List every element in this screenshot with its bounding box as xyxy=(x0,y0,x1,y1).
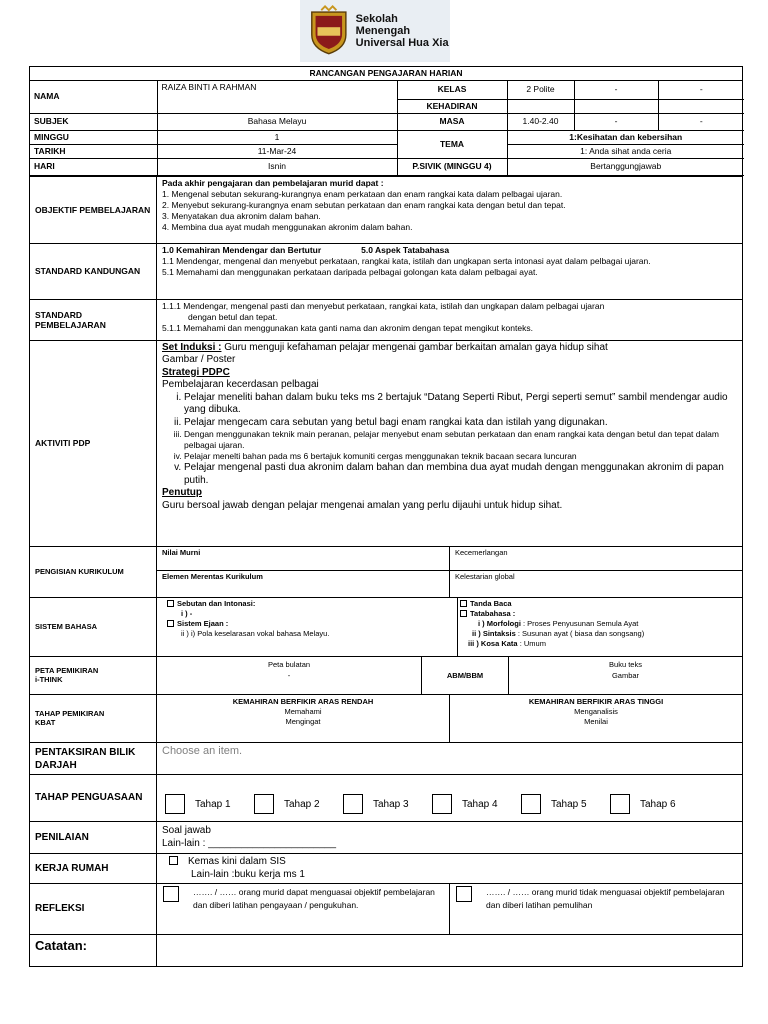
kelas-label: KELAS xyxy=(397,81,507,99)
tanda-baca-checkbox[interactable] xyxy=(460,600,467,607)
catatan-field[interactable] xyxy=(157,935,742,966)
sistem-bahasa-label: SISTEM BAHASA xyxy=(30,598,157,656)
aktiviti-step: v. Pelajar mengenal pasti dua akronim dalam bahan dan membina dua ayat mudah dengan menggunakan akronim di papan putih. xyxy=(184,462,737,487)
tahap-pemikiran-label-1: TAHAP PEMIKIRAN xyxy=(35,709,105,718)
penutup-label: Penutup xyxy=(162,487,202,498)
sk-line-1: 1.1 Mendengar, mengenal dan menyebut perkataan, rangkai kata, istilah dan ungkapan serta intonasi ayat dalam pelbagai ujaran. xyxy=(162,255,651,266)
kosa-kata-label: iii ) Kosa Kata xyxy=(468,638,518,648)
kbat-item[interactable]: Menganalisis xyxy=(574,706,618,716)
tahap-5-checkbox[interactable] xyxy=(521,794,541,814)
strategi-label: Strategi PDPC xyxy=(162,366,230,378)
bahan-gambar[interactable]: Gambar xyxy=(611,670,640,680)
nama-label: NAMA xyxy=(30,81,157,113)
standard-pembelajaran-section xyxy=(30,299,742,340)
catatan-label: Catatan: xyxy=(30,935,157,966)
school-logo xyxy=(300,0,450,62)
kerja-rumah-section xyxy=(30,853,742,883)
kecemerlangan[interactable]: Kecemerlangan xyxy=(449,547,742,570)
aktiviti-step: iv. Pelajar menelti bahan pada ms 6 bertajuk komuniti cergas menggunakan teknik bacaan secara luncuran xyxy=(184,451,737,462)
tahap-penguasaan-section xyxy=(30,774,742,821)
school-crest-icon xyxy=(308,5,350,57)
sebutan-value: i ) - xyxy=(181,608,193,618)
tahap-pemikiran-label-2: KBAT xyxy=(35,718,56,727)
masa-label: MASA xyxy=(397,113,507,130)
aktiviti-step: i. Pelajar meneliti bahan dalam buku teks ms 2 bertajuk “Datang Seperti Ribut, Pergi seperti semut” sambil mendengar audio yang dibuka. xyxy=(184,392,737,417)
sk-heading-2: 5.0 Aspek Tatabahasa xyxy=(361,244,450,255)
sp-line-1: 1.1.1 Mendengar, mengenal pasti dan menyebut perkataan, rangkai kata, istilah dan ungkapan dalam pelbagai ujaran xyxy=(162,300,605,311)
sk-line-2: 5.1 Memahami dan menggunakan perkataan daripada pelbagai golongan kata dalam pelbagai ayat. xyxy=(162,266,538,277)
sebutan-checkbox[interactable] xyxy=(167,600,174,607)
tahap-label: Tahap 3 xyxy=(373,798,409,810)
psivik-label: P.SIVIK (MINGGU 4) xyxy=(397,158,507,175)
ejaan-value: ii ) i) Pola keselarasan vokal bahasa Melayu. xyxy=(181,628,330,638)
tahap-3-checkbox[interactable] xyxy=(343,794,363,814)
pentaksiran-dropdown[interactable]: Choose an item. xyxy=(162,744,243,757)
kehadiran-value[interactable] xyxy=(507,99,574,113)
tatabahasa-label: Tatabahasa : xyxy=(470,608,516,618)
tahap-label: Tahap 6 xyxy=(640,798,676,810)
pentaksiran-section xyxy=(30,742,742,774)
school-name xyxy=(356,13,450,49)
sintaksis-label: ii ) Sintaksis xyxy=(472,628,516,638)
tahap-pemikiran-section xyxy=(30,694,742,742)
kosa-kata-value: : Umum xyxy=(519,638,546,648)
morfologi-label: i ) Morfologi xyxy=(478,618,521,628)
tahap-label: Tahap 5 xyxy=(551,798,587,810)
set-induksi-label: Set Induksi : xyxy=(162,341,222,353)
masa-value[interactable]: 1.40-2.40 xyxy=(507,113,574,130)
ejaan-label: Sistem Ejaan : xyxy=(177,618,229,628)
tahap-2-checkbox[interactable] xyxy=(254,794,274,814)
elemen-merentas-kurikulum[interactable]: Elemen Merentas Kurikulum xyxy=(162,571,263,581)
masa-extra-2[interactable]: - xyxy=(658,113,744,130)
aktiviti-section xyxy=(30,340,742,546)
objektif-item: 3. Menyatakan dua akronim dalam bahan. xyxy=(162,210,321,221)
peta-value: - xyxy=(287,670,291,680)
bahan-text: Gambar / Poster xyxy=(162,354,236,365)
kerja-rumah-line-1: Kemas kini dalam SIS xyxy=(188,855,286,867)
objektif-item: 1. Mengenal sebutan sekurang-kurangnya enam perkataan dan enam rangkai kata dalam pelbagai ujaran. xyxy=(162,188,563,199)
objektif-section xyxy=(30,176,742,243)
tarikh-value[interactable]: 11-Mar-24 xyxy=(157,144,397,158)
aktiviti-step: ii. Pelajar mengecam cara sebutan yang betul bagi enam rangkai kata dan istilah yang digunakan. xyxy=(184,417,737,430)
tahap-penguasaan-label: TAHAP PENGUASAAN xyxy=(30,775,157,821)
kbar-item[interactable]: Mengingat xyxy=(285,716,321,726)
objektif-label: OBJEKTIF PEMBELAJARAN xyxy=(30,177,157,243)
penilaian-line-2[interactable]: Lain-lain : _______________________ xyxy=(162,837,337,849)
kehadiran-extra-1[interactable] xyxy=(574,99,658,113)
refleksi-section xyxy=(30,883,742,934)
minggu-value[interactable]: 1 xyxy=(157,130,397,144)
hari-label: HARI xyxy=(30,158,157,175)
objektif-item: 2. Menyebut sekurang-kurangnya enam sebutan perkataan dan enam rangkai kata dengan betul dan tepat. xyxy=(162,199,566,210)
tema-value-1[interactable]: 1:Kesihatan dan kebersihan xyxy=(507,130,744,144)
refleksi-label: REFLEKSI xyxy=(30,884,157,934)
standard-pembelajaran-content[interactable] xyxy=(157,300,742,340)
sintaksis-value: : Susunan ayat ( biasa dan songsang) xyxy=(517,628,645,638)
peta-bulatan[interactable]: Peta bulatan xyxy=(267,659,311,669)
kehadiran-extra-2[interactable] xyxy=(658,99,744,113)
tahap-label: Tahap 1 xyxy=(195,798,231,810)
kelas-value[interactable]: 2 Polite xyxy=(507,81,574,99)
nama-value[interactable]: RAIZA BINTI A RAHMAN xyxy=(157,81,397,113)
strategi-text: Pembelajaran kecerdasan pelbagai xyxy=(162,379,319,390)
standard-kandungan-label: STANDARD KANDUNGAN xyxy=(30,244,157,299)
penilaian-section xyxy=(30,821,742,853)
morfologi-value: : Proses Penyusunan Semula Ayat xyxy=(523,618,639,628)
penilaian-label: PENILAIAN xyxy=(30,822,157,853)
tema-label: TEMA xyxy=(397,130,507,158)
kelas-extra-2[interactable]: - xyxy=(658,81,744,99)
refleksi-tidak-menguasai-text: ……. / …… orang murid tidak menguasai objektif pembelajaran dan diberi latihan pemulihan xyxy=(486,886,725,910)
kerja-rumah-line-2[interactable]: Lain-lain :buku kerja ms 1 xyxy=(191,868,305,880)
nilai-murni[interactable]: Nilai Murni xyxy=(162,547,201,557)
objektif-intro: Pada akhir pengajaran dan pembelajaran murid dapat : xyxy=(162,177,384,188)
tahap-label: Tahap 4 xyxy=(462,798,498,810)
standard-kandungan-section xyxy=(30,243,742,299)
abm-bbm-label: ABM/BBM xyxy=(421,657,509,694)
kelestarian-global[interactable]: Kelestarian global xyxy=(449,571,742,597)
subjek-value[interactable]: Bahasa Melayu xyxy=(157,113,397,130)
tahap-1-checkbox[interactable] xyxy=(165,794,185,814)
lesson-plan-form xyxy=(29,66,743,967)
refleksi-menguasai-text: ……. / …… orang murid dapat menguasai objektif pembelajaran dan diberi latihan pengayaan / pengukuhan. xyxy=(193,886,435,910)
set-induksi-text: Guru menguji kefahaman pelajar mengenai gambar berkaitan amalan gaya hidup sihat xyxy=(221,341,608,353)
aktiviti-steps xyxy=(184,392,737,488)
kbat-title: KEMAHIRAN BERFIKIR ARAS TINGGI xyxy=(528,696,664,706)
pentaksiran-label: PENTAKSIRAN BILIK DARJAH xyxy=(30,743,157,774)
kerja-rumah-sis-checkbox[interactable] xyxy=(169,856,178,865)
sistem-bahasa-section xyxy=(30,597,742,656)
objektif-content[interactable] xyxy=(157,177,742,243)
standard-pembelajaran-label: STANDARD PEMBELAJARAN xyxy=(30,300,157,340)
tahap-4-checkbox[interactable] xyxy=(432,794,452,814)
ejaan-checkbox[interactable] xyxy=(167,620,174,627)
form-title: RANCANGAN PENGAJARAN HARIAN xyxy=(30,67,742,81)
aktiviti-content[interactable] xyxy=(157,341,742,546)
minggu-label: MINGGU xyxy=(30,130,157,144)
sp-line-1b: dengan betul dan tepat. xyxy=(188,311,278,322)
kbar-item[interactable]: Memahami xyxy=(284,706,322,716)
tatabahasa-checkbox[interactable] xyxy=(460,610,467,617)
catatan-section xyxy=(30,934,742,966)
school-name-line2: Universal Hua Xia xyxy=(355,37,449,49)
hari-value[interactable]: Isnin xyxy=(157,158,397,175)
header-table xyxy=(30,81,744,176)
objektif-item: 4. Membina dua ayat mudah menggunakan akronim dalam bahan. xyxy=(162,221,413,232)
kehadiran-label: KEHADIRAN xyxy=(397,99,507,113)
sk-heading-1: 1.0 Kemahiran Mendengar dan Bertutur xyxy=(162,244,322,255)
kbar-title: KEMAHIRAN BERFIKIR ARAS RENDAH xyxy=(232,696,374,706)
peta-pemikiran-section xyxy=(30,656,742,694)
bahan-buku-teks[interactable]: Buku teks xyxy=(609,659,642,669)
kbat-item[interactable]: Menilai xyxy=(584,716,608,726)
tahap-6-checkbox[interactable] xyxy=(610,794,630,814)
tema-value-2[interactable]: 1: Anda sihat anda ceria xyxy=(507,144,744,158)
refleksi-tidak-menguasai-checkbox[interactable] xyxy=(456,886,472,902)
sp-line-2: 5.1.1 Memahami dan menggunakan kata ganti nama dan akronim dengan tepat mengikut konteks. xyxy=(162,322,533,333)
tanda-baca-label: Tanda Baca xyxy=(470,598,512,608)
psivik-value[interactable]: Bertanggungjawab xyxy=(507,158,744,175)
school-name-line1: Sekolah Menengah xyxy=(355,13,411,37)
aktiviti-step: iii. Dengan menggunakan teknik main peranan, pelajar menyebut enam sebutan perkataan dan enam rangkai kata dengan betul dan tepat dalam pelbagai ujaran. xyxy=(184,429,737,451)
standard-kandungan-content[interactable] xyxy=(157,244,742,299)
kurikulum-label: PENGISIAN KURIKULUM xyxy=(30,547,157,597)
peta-label-2: i-THINK xyxy=(35,675,63,684)
peta-label-1: PETA PEMIKIRAN xyxy=(35,666,99,675)
subjek-label: SUBJEK xyxy=(30,113,157,130)
kerja-rumah-label: KERJA RUMAH xyxy=(30,854,157,883)
penilaian-line-1[interactable]: Soal jawab xyxy=(162,824,211,836)
kurikulum-section xyxy=(30,546,742,597)
tarikh-label: TARIKH xyxy=(30,144,157,158)
aktiviti-label: AKTIVITI PDP xyxy=(30,341,157,546)
masa-extra-1[interactable]: - xyxy=(574,113,658,130)
refleksi-menguasai-checkbox[interactable] xyxy=(163,886,179,902)
penutup-text: Guru bersoal jawab dengan pelajar mengenai amalan yang perlu dijauhi untuk hidup sihat. xyxy=(162,499,563,511)
kelas-extra-1[interactable]: - xyxy=(574,81,658,99)
tahap-label: Tahap 2 xyxy=(284,798,320,810)
sebutan-label: Sebutan dan Intonasi: xyxy=(177,598,256,608)
